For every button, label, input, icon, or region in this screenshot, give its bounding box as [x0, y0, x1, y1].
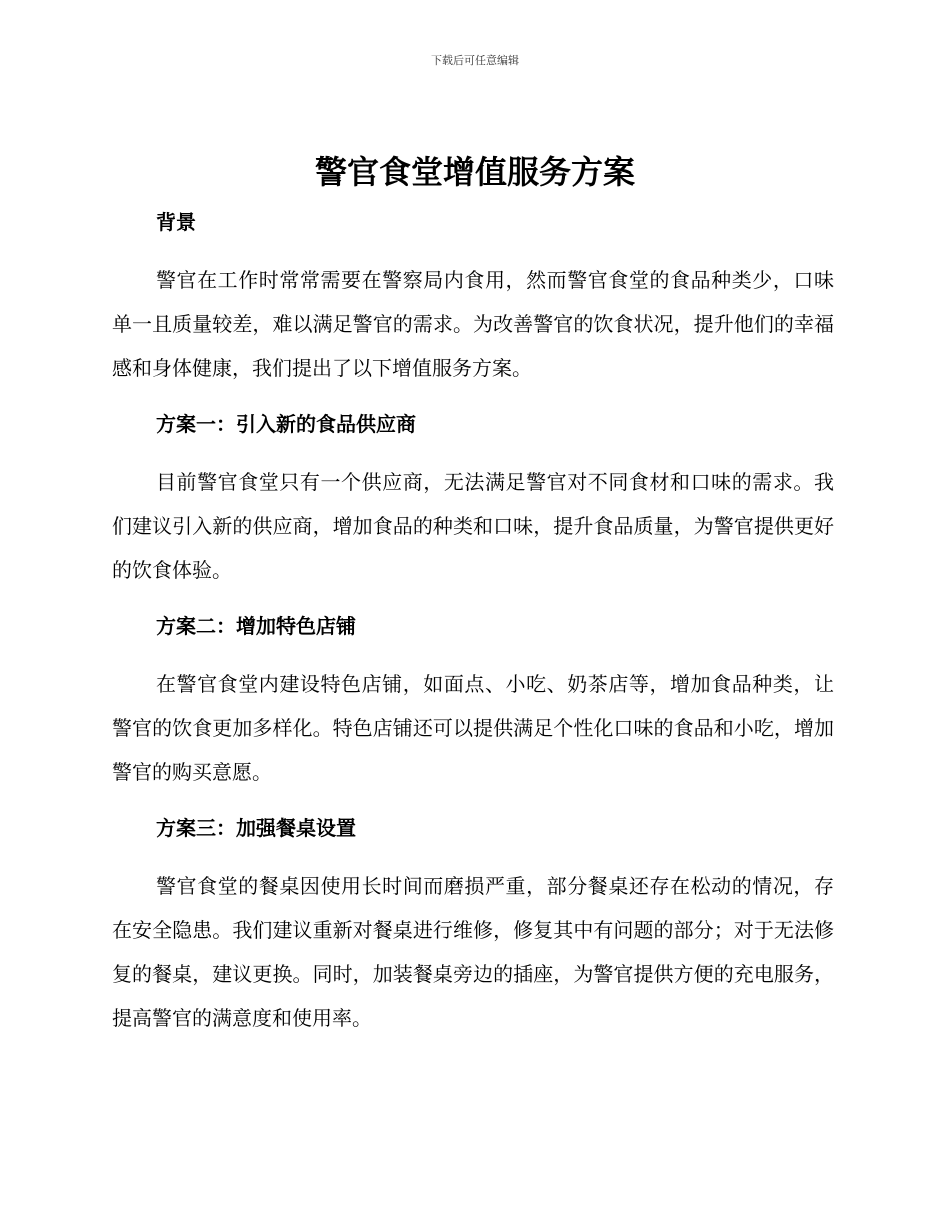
section-heading: 方案三：加强餐桌设置 [156, 816, 356, 840]
page-header-note: 下载后可任意编辑 [431, 54, 519, 67]
section-paragraph: 目前警官食堂只有一个供应商，无法满足警官对不同食材和口味的需求。我们建议引入新的供应商，增加食品的种类和口味，提升食品质量，为警官提供更好的饮食体验。 [112, 470, 834, 582]
section-plan-two [112, 604, 834, 806]
section-background [112, 200, 834, 402]
document-title: 警官食堂增值服务方案 [314, 153, 635, 191]
section-plan-one [112, 402, 834, 604]
section-paragraph: 警官在工作时常常需要在警察局内食用，然而警官食堂的食品种类少，口味单一且质量较差，难以满足警官的需求。为改善警官的饮食状况，提升他们的幸福感和身体健康，我们提出了以下增值服务方案。 [112, 268, 834, 380]
section-plan-three [112, 806, 834, 1040]
section-heading: 方案一：引入新的食品供应商 [156, 412, 416, 436]
document-body [112, 200, 834, 1040]
section-paragraph: 警官食堂的餐桌因使用长时间而磨损严重，部分餐桌还存在松动的情况，存在安全隐患。我们建议重新对餐桌进行维修，修复其中有问题的部分；对于无法修复的餐桌，建议更换。同时，加装餐桌旁边的插座，为警官提供方便的充电服务，提高警官的满意度和使用率。 [112, 874, 834, 1030]
section-heading: 背景 [156, 210, 196, 234]
section-paragraph: 在警官食堂内建设特色店铺，如面点、小吃、奶茶店等，增加食品种类，让警官的饮食更加多样化。特色店铺还可以提供满足个性化口味的食品和小吃，增加警官的购买意愿。 [112, 672, 834, 784]
section-heading: 方案二：增加特色店铺 [156, 614, 356, 638]
